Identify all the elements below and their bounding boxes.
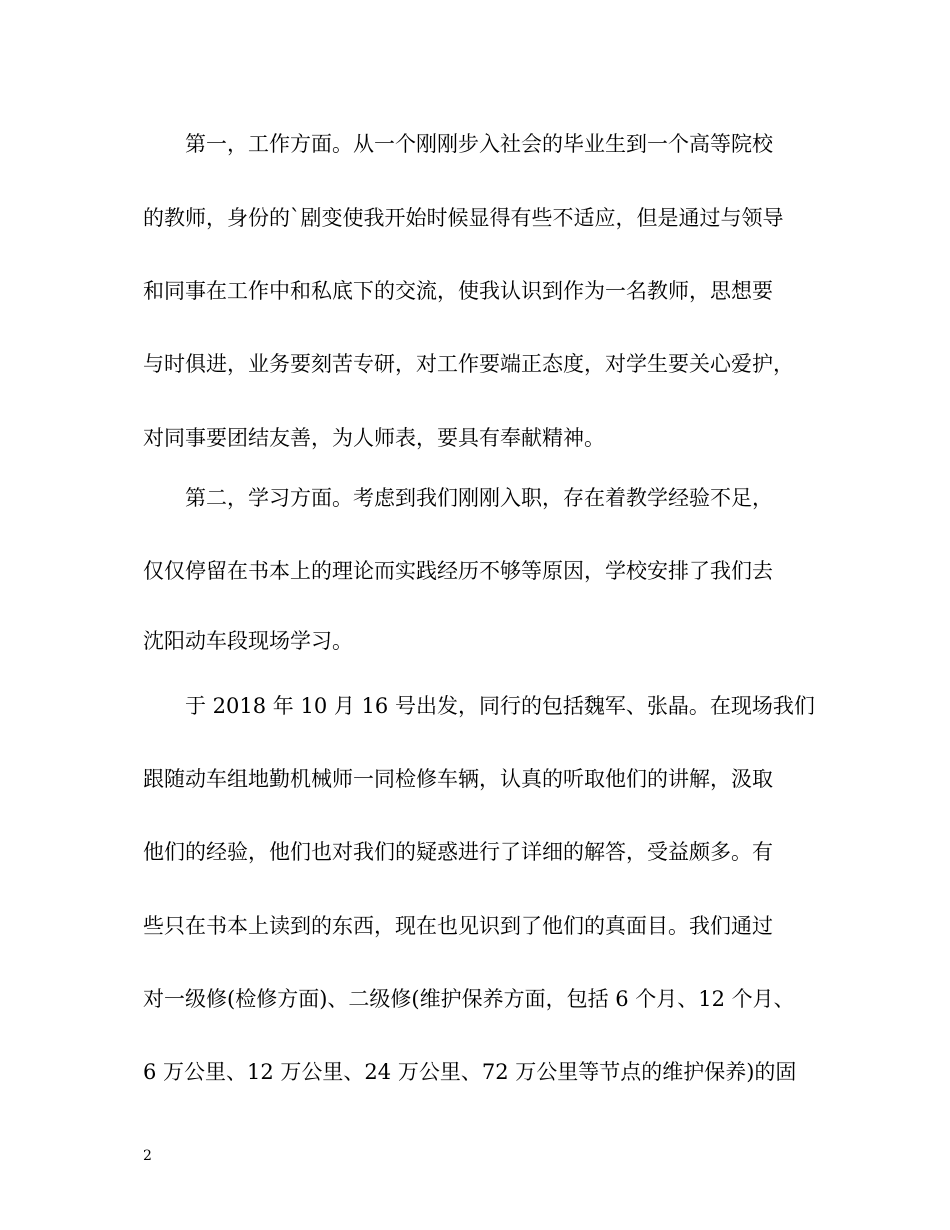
text-line: 于 2018 年 10 月 16 号出发，同行的包括魏军、张晶。在现场我们 [185,694,815,718]
text-line: 仅仅停留在书本上的理论而实践经历不够等原因，学校安排了我们去 [143,559,773,583]
text-line: 第二，学习方面。考虑到我们刚刚入职，存在着教学经验不足， [185,486,773,510]
text-line: 沈阳动车段现场学习。 [143,629,353,653]
text-line: 与时俱进，业务要刻苦专研，对工作要端正态度，对学生要关心爱护， [143,352,794,376]
text-line: 他们的经验，他们也对我们的疑惑进行了详细的解答，受益颇多。有 [143,840,773,864]
text-line: 第一，工作方面。从一个刚刚步入社会的毕业生到一个高等院校 [185,132,773,156]
text-line: 跟随动车组地勤机械师一同检修车辆，认真的听取他们的讲解，汲取 [143,767,773,791]
text-line: 和同事在工作中和私底下的交流，使我认识到作为一名教师，思想要 [143,279,773,303]
text-line: 的教师，身份的`剧变使我开始时候显得有些不适应，但是通过与领导 [143,206,784,230]
text-line: 6 万公里、12 万公里、24 万公里、72 万公里等节点的维护保养)的固 [143,1060,797,1084]
page-number: 2 [143,1148,152,1164]
text-line: 些只在书本上读到的东西，现在也见识到了他们的真面目。我们通过 [143,914,773,938]
text-line: 对一级修(检修方面)、二级修(维护保养方面，包括 6 个月、12 个月、 [143,987,795,1011]
text-line: 对同事要团结友善，为人师表，要具有奉献精神。 [143,426,605,450]
